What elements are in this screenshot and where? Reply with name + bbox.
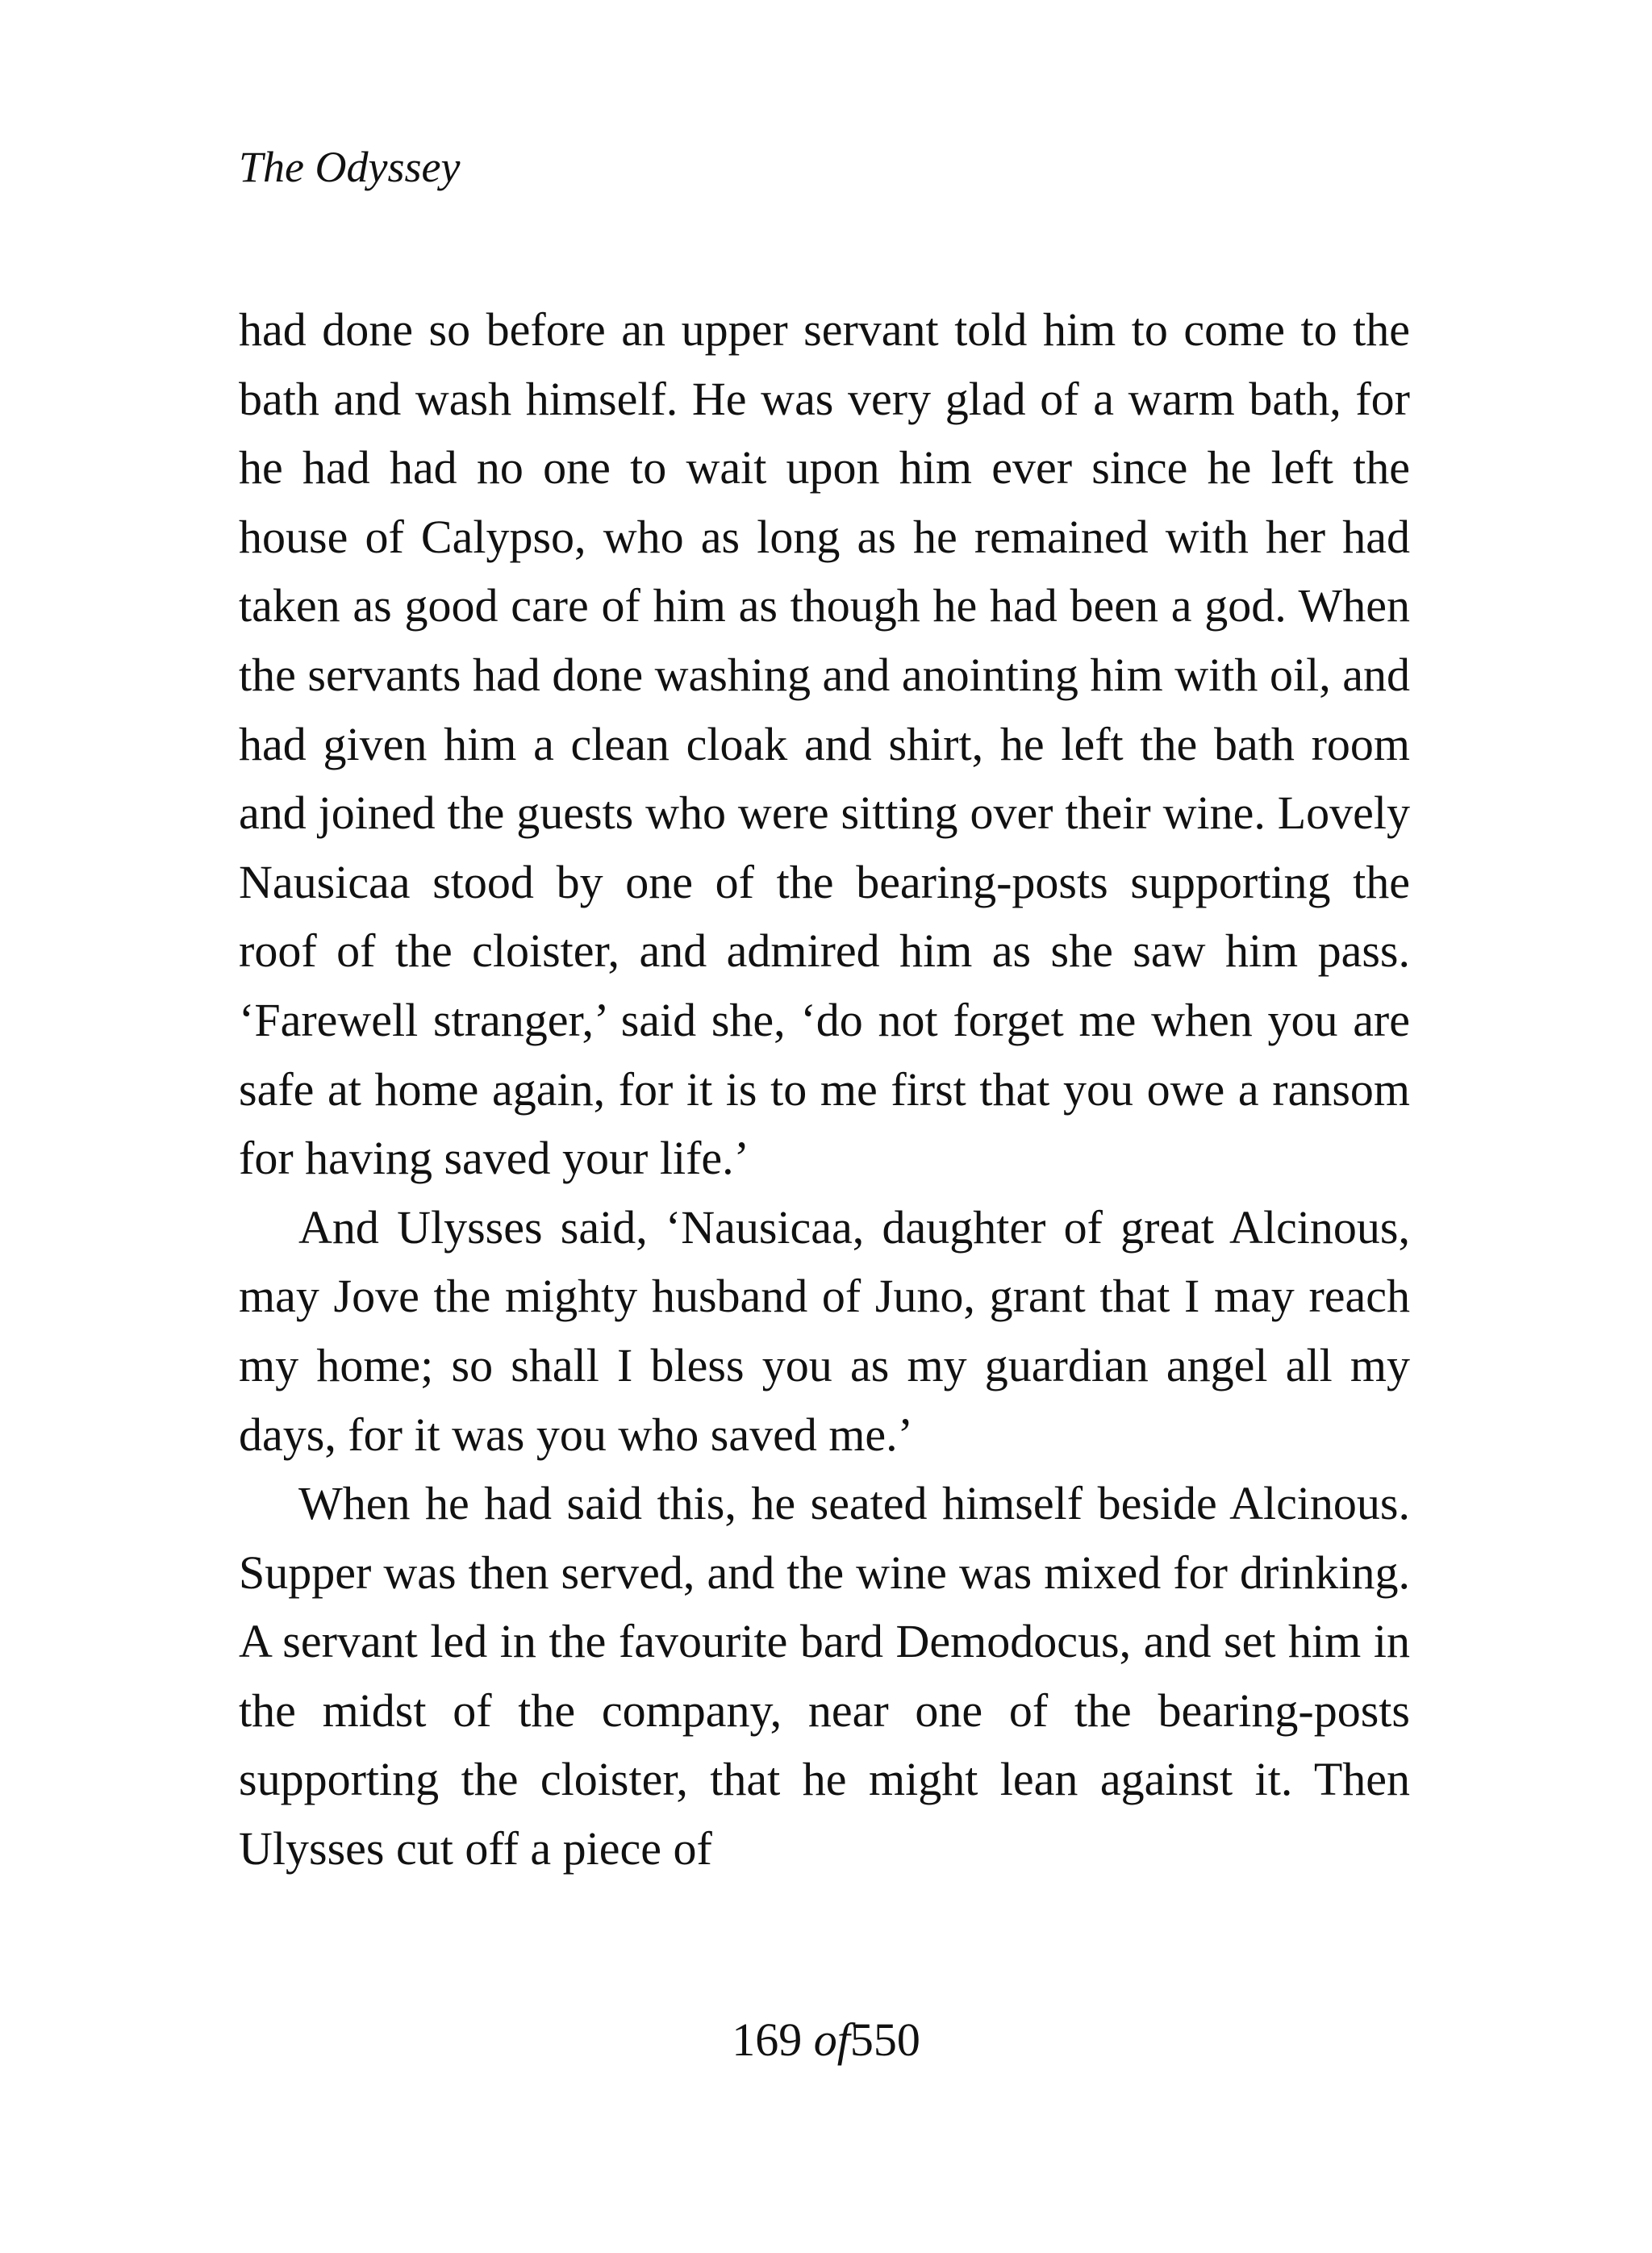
running-title: The Odyssey (239, 143, 461, 191)
total-page-count: 550 (849, 2013, 920, 2066)
paragraph-supper: When he had said this, he seated himself beside Alcinous. Supper was then served, and the wine was mixed for drinking. A servant led in the favourite bard Demodocus, and set him in the midst of the company, near one of the bearing-posts supporting the cloister, that he might lean against it. Then Ulysses cut off a piece of (239, 1477, 1410, 1875)
page-of-word: of (813, 2013, 850, 2066)
paragraph-continuation: had done so before an upper servant told him to come to the bath and wash himself. He was very glad of a warm bath, for he had had no one to wait upon him ever since he left the house of Calypso, who as long as he remained with her had taken as good care of him as though he had been a god. When the servants had done washing and anointing him with oil, and had given him a clean cloak and shirt, he left the bath room and joined the guests who were sitting over their wine. Lovely Nausicaa stood by one of the bearing-posts supporting the roof of the cloister, and admired him as she saw him pass. ‘Farewell stranger,’ said she, ‘do not forget me when you are safe at home again, for it is to me first that you owe a ransom for having saved your life.’ (239, 303, 1410, 1185)
page-number (0, 2013, 1652, 2066)
paragraph-ulysses-reply: And Ulysses said, ‘Nausicaa, daughter of great Alcinous, may Jove the mighty husband of Juno, grant that I may reach my home; so shall I bless you as my guardian angel all my days, for it was you who saved me.’ (239, 1200, 1410, 1461)
page-body (239, 295, 1410, 1884)
current-page-number: 169 (732, 2013, 803, 2066)
